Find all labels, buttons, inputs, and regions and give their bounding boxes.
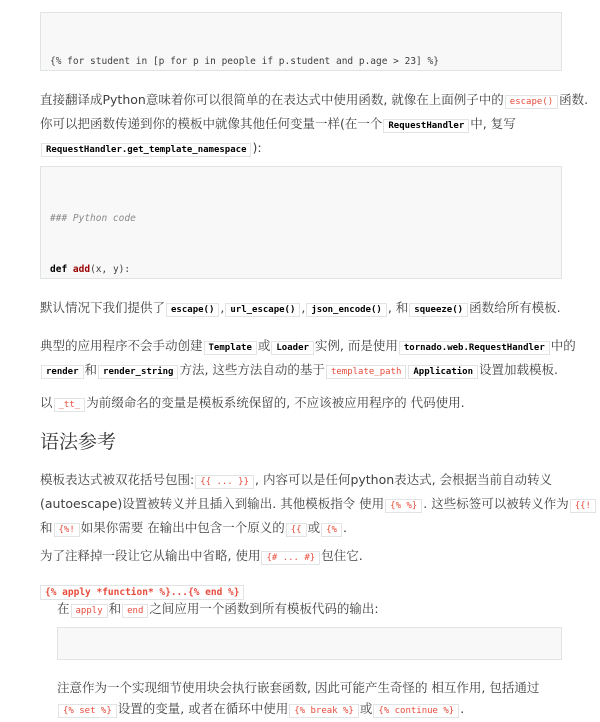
inline-code-continue: {% continue %} [373, 704, 459, 718]
code-comment: ### Python code [50, 213, 136, 224]
text: 函数. [559, 92, 589, 107]
text: 之间应用一个函数到所有模板代码的输出: [149, 601, 379, 616]
code-block-add-function [40, 166, 562, 279]
text: 直接翻译成Python意味着你可以很简单的在表达式中使用函数, 就像在上面例子中的 [40, 92, 504, 107]
text: . [342, 520, 347, 535]
function-name: add [72, 264, 91, 275]
link-url-escape[interactable]: url_escape() [225, 303, 300, 317]
text: 你可以把函数传递到你的模板中就像其他任何变量一样(在一个 [40, 116, 383, 131]
inline-code-apply: apply [71, 604, 108, 618]
link-squeeze[interactable]: squeeze() [409, 303, 468, 317]
apply-description [57, 598, 582, 622]
text: . 这些标签可以被转义作为 [423, 496, 569, 511]
inline-code-directive: {% %} [385, 499, 422, 513]
text: 在 [57, 601, 70, 616]
link-tornado-request-handler[interactable]: tornado.web.RequestHandler [399, 341, 550, 355]
link-render-string[interactable]: render_string [98, 365, 178, 379]
text: , 和 [387, 300, 409, 315]
text: ): [252, 140, 262, 155]
text: 中的 [550, 338, 576, 353]
text: 和 [84, 362, 98, 377]
text: 为前缀命名的变量是模板系统保留的, 不应该被应用程序的 代码使用. [86, 395, 465, 410]
text: (autoescape)设置被转义并且插入到输出. 其他模板指令 使用 [40, 496, 385, 511]
code-block-apply-example [57, 627, 562, 660]
inline-code-brace-percent: {% [321, 523, 342, 537]
paragraph-expressions [40, 469, 591, 541]
link-application[interactable]: Application [408, 365, 478, 379]
code-text: (x, y): [90, 264, 131, 275]
paragraph-comments [40, 545, 565, 569]
text: 包住它. [321, 548, 363, 563]
keyword: def [50, 264, 68, 275]
text: 中, 复写 [470, 116, 516, 131]
inline-code-double-brace: {{ [286, 523, 307, 537]
inline-code-escaped-directive: {%! [54, 523, 80, 537]
inline-code-expression: {{ ... }} [195, 475, 254, 489]
text: 或 [359, 701, 373, 716]
text: 设置的变量, 或者在循环中使用 [117, 701, 289, 716]
text: 和 [40, 520, 53, 535]
paragraph-implementation-note [57, 677, 562, 722]
inline-code-end: end [122, 604, 148, 618]
code-block-for-loop [40, 12, 562, 71]
link-request-handler[interactable]: RequestHandler [383, 119, 469, 133]
text: 以 [40, 395, 53, 410]
apply-directive-signature: {% apply *function* %}...{% end %} [40, 585, 244, 600]
paragraph-reserved-prefix [40, 392, 565, 416]
link-get-template-namespace[interactable]: RequestHandler.get_template_namespace [41, 143, 251, 157]
text: 为了注释掉一段让它从输出中省略, 使用 [40, 548, 261, 563]
inline-code-tt-prefix: _tt_ [54, 398, 86, 412]
code-line [50, 261, 552, 278]
text: 如果你需要 在输出中包含一个原义的 [80, 520, 285, 535]
text: 典型的应用程序不会手动创建 [40, 338, 203, 353]
inline-code-escaped-expression: {{! [570, 499, 596, 513]
text: 默认情况下我们提供了 [40, 300, 166, 315]
link-render[interactable]: render [41, 365, 84, 379]
text: 模板表达式被双花括号包围: [40, 472, 195, 487]
inline-code-template-path: template_path [326, 365, 406, 379]
text: 或 [257, 338, 271, 353]
paragraph-default-functions: 默认情况下我们提供了 escape() , url_escape() , json_encode() , 和 squeeze() 函数给所有模板. [40, 300, 561, 315]
link-json-encode[interactable]: json_encode() [306, 303, 386, 317]
section-heading-syntax-reference: 语法参考 [40, 431, 117, 453]
inline-code-break: {% break %} [289, 704, 359, 718]
text: . [460, 701, 465, 716]
text: , 内容可以是任何python表达式, 会根据当前自动转义 [255, 472, 553, 487]
link-escape[interactable]: escape() [166, 303, 219, 317]
text: 函数给所有模板. [469, 300, 561, 315]
text: 实例, 而是使用 [314, 338, 398, 353]
text: 和 [108, 601, 122, 616]
code-line: {% for student in [p for p in people if p.student and p.age > 23] %} [50, 56, 439, 67]
text: 注意作为一个实现细节使用块会执行嵌套函数, 因此可能产生奇怪的 相互作用, 包括通过 [57, 680, 540, 695]
inline-code-escape: escape() [505, 95, 558, 109]
inline-code-set: {% set %} [58, 704, 117, 718]
paragraph-functions [40, 89, 589, 161]
text: 设置加载模板. [479, 362, 558, 377]
text: 或 [307, 520, 321, 535]
text: 方法, 这些方法自动的基于 [179, 362, 325, 377]
link-template[interactable]: Template [204, 341, 257, 355]
link-loader[interactable]: Loader [271, 341, 314, 355]
paragraph-typical-usage [40, 335, 576, 383]
inline-code-comment: {# ... #} [261, 551, 320, 565]
